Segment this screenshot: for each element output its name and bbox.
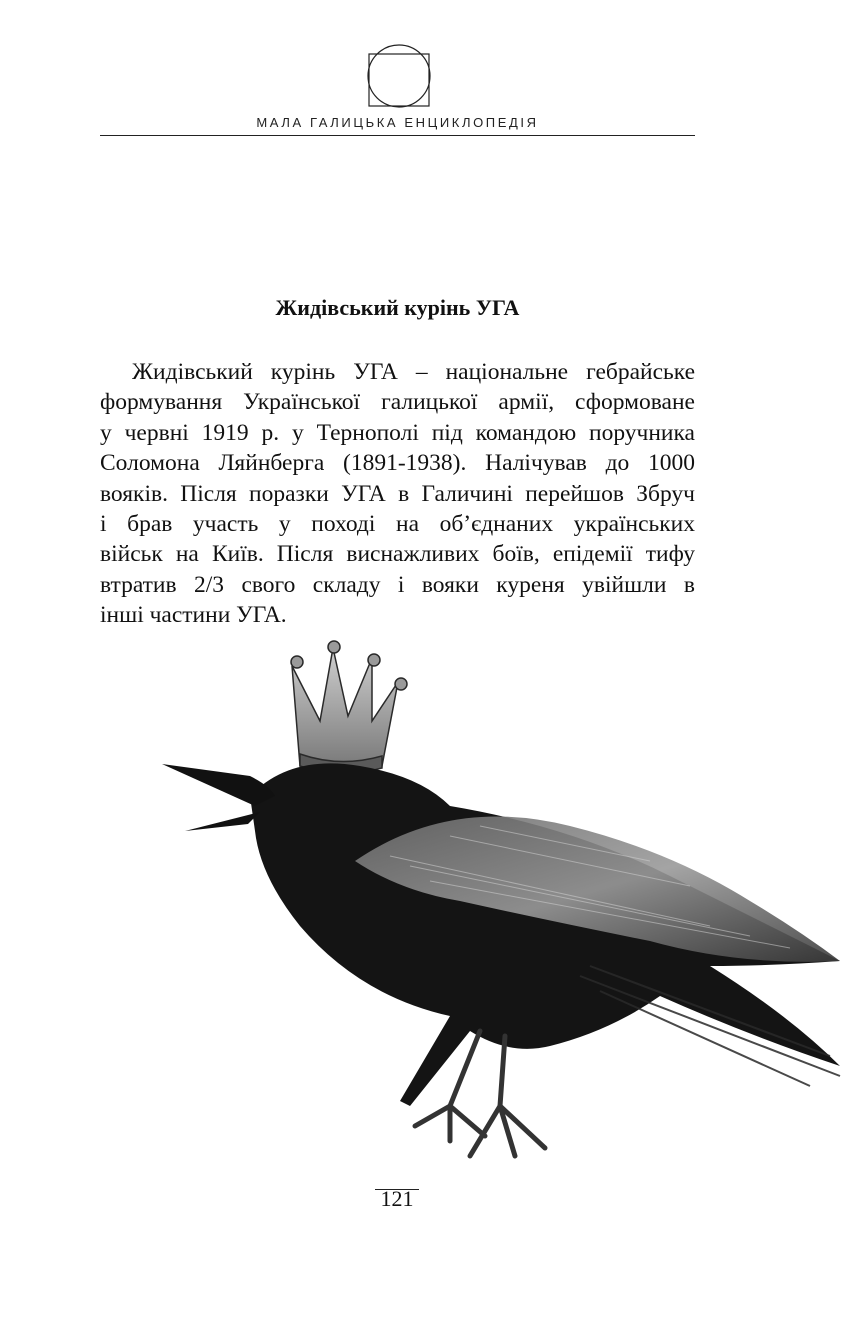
circle-square-emblem-icon [363,40,435,112]
article-line: і брав участь у поході на об’єднаних українських [100,511,695,538]
article-line: військ на Київ. Після виснажливих боїв, епідемії тифу [100,541,695,568]
article-body [100,357,695,631]
article-line: Соломона Ляйнберга (1891-1938). Налічував до 1000 [100,450,695,477]
article-line: інші частини УГА. [100,602,287,629]
article-line: вояків. Після поразки УГА в Галичині перейшов Збруч [100,480,695,507]
article-line: у червні 1919 р. у Тернополі під командою поручника [100,419,695,446]
article-line: Жидівський курінь УГА – національне гебрайське [132,359,695,385]
crown [291,641,407,774]
crowned-raven-icon [150,636,850,1176]
article-line: втратив 2/3 свого складу і вояки куреня увійшли в [100,571,695,598]
article-line: формування Української галицької армії, сформоване [100,389,695,416]
page-number: 121 [380,1186,414,1211]
header-divider [100,135,695,136]
running-header-title: МАЛА ГАЛИЦЬКА ЕНЦИКЛОПЕДІЯ [256,115,539,130]
article-title: Жидівський курінь УГА [275,295,520,320]
